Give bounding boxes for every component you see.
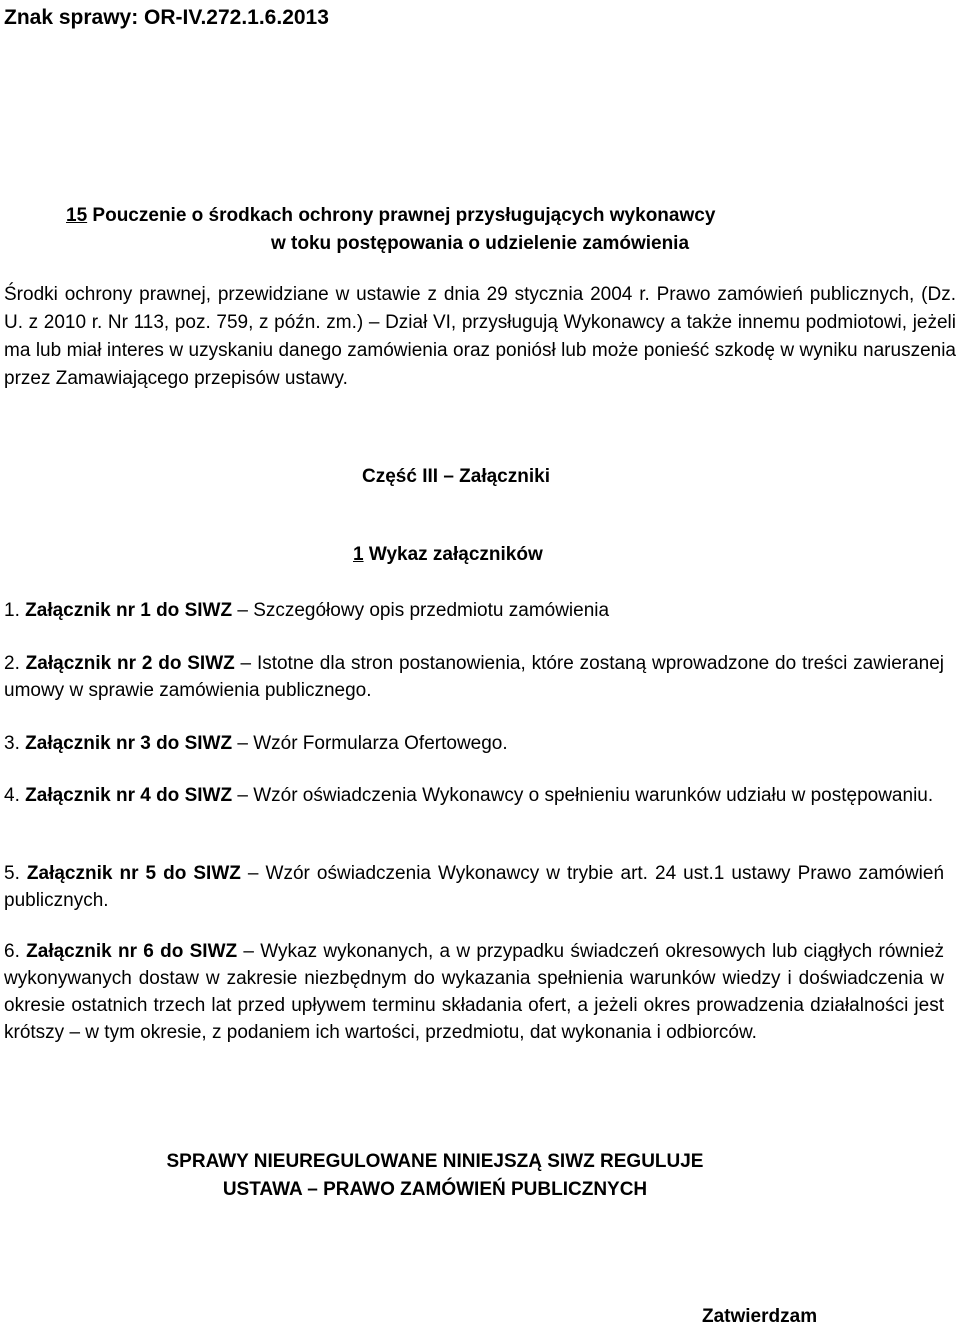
attachment-item	[4, 938, 944, 1046]
closing-line-2: USTAWA – PRAWO ZAMÓWIEŃ PUBLICZNYCH	[222, 1179, 648, 1200]
attachment-description: Wzór oświadczenia Wykonawcy o spełnieniu warunków udziału w postępowaniu.	[253, 785, 934, 806]
attachment-label: Załącznik nr 5 do SIWZ	[26, 863, 241, 884]
attachment-dash: –	[240, 863, 266, 884]
case-reference: Znak sprawy: OR-IV.272.1.6.2013	[4, 6, 329, 29]
attachment-label: Załącznik nr 6 do SIWZ	[26, 941, 238, 962]
attachment-number: 5.	[4, 863, 20, 884]
attachments-list-number: 1	[353, 544, 364, 565]
attachment-dash: –	[234, 653, 257, 674]
attachment-description: Szczegółowy opis przedmiotu zamówienia	[253, 600, 610, 621]
attachment-number: 2.	[4, 653, 20, 674]
attachment-description: Wzór oświadczenia Wykonawcy w trybie art. 24 ust.1 ustawy Prawo zamówień publicznych.	[4, 863, 945, 911]
attachment-dash: –	[232, 600, 254, 621]
section-15-title-line-2: w toku postępowania o udzielenie zamówienia	[270, 233, 690, 254]
approval-label: Zatwierdzam	[702, 1306, 818, 1327]
attachment-item	[4, 597, 944, 624]
attachment-dash: –	[232, 733, 254, 754]
attachment-item	[4, 730, 944, 757]
part-3-title: Część III – Załączniki	[362, 466, 550, 487]
section-15-title-text: Pouczenie o środkach ochrony prawnej przysługujących wykonawcy	[92, 205, 716, 226]
attachment-item	[4, 782, 944, 809]
section-15-heading	[0, 202, 960, 258]
section-15-title-line-1	[0, 202, 960, 230]
attachment-description: Wykaz wykonanych, a w przypadku świadczeń okresowych lub ciągłych również wykonywanych dostaw w zakresie niezbędnym do wykazania spełnienia warunków wiedzy i doświadczenia w okresie ostatnich trzech lat przed upływem terminu składania ofert, a jeżeli okres prowadzenia działalności jest krótszy – w tym okresie, z podaniem ich wartości, przedmiotu, dat wykonania i odbiorców.	[4, 941, 945, 1043]
attachment-label: Załącznik nr 2 do SIWZ	[25, 653, 235, 674]
attachment-dash: –	[237, 941, 261, 962]
section-15-body: Środki ochrony prawnej, przewidziane w ustawie z dnia 29 stycznia 2004 r. Prawo zamówień publicznych, (Dz. U. z 2010 r. Nr 113, poz. 759, z późn. zm.) – Dział VI, przysługują Wykonawcy a także innemu podmiotowi, jeżeli ma lub miał interes w uzyskaniu danego zamówienia oraz poniósł lub może ponieść szkodę w wyniku naruszenia przez Zamawiającego przepisów ustawy.	[4, 284, 956, 389]
attachment-number: 6.	[4, 941, 20, 962]
attachment-label: Załącznik nr 4 do SIWZ	[25, 785, 233, 806]
attachment-number: 3.	[4, 733, 20, 754]
attachment-label: Załącznik nr 3 do SIWZ	[25, 733, 233, 754]
attachments-list-heading	[353, 544, 543, 566]
attachments-list-title: Wykaz załączników	[368, 544, 543, 565]
section-15-number: 15	[66, 205, 88, 226]
attachment-item	[4, 860, 944, 914]
attachment-dash: –	[232, 785, 254, 806]
attachment-label: Załącznik nr 1 do SIWZ	[25, 600, 233, 621]
attachment-item	[4, 650, 944, 704]
attachment-number: 1.	[4, 600, 20, 621]
closing-statement	[0, 1148, 960, 1204]
attachment-description: Istotne dla stron postanowienia, które zostaną wprowadzone do treści zawieranej umowy w sprawie zamówienia publicznego.	[4, 653, 945, 701]
attachment-number: 4.	[4, 785, 20, 806]
attachment-description: Wzór Formularza Ofertowego.	[253, 733, 508, 754]
closing-line-1: SPRAWY NIEUREGULOWANE NINIEJSZĄ SIWZ REGULUJE	[166, 1151, 704, 1172]
